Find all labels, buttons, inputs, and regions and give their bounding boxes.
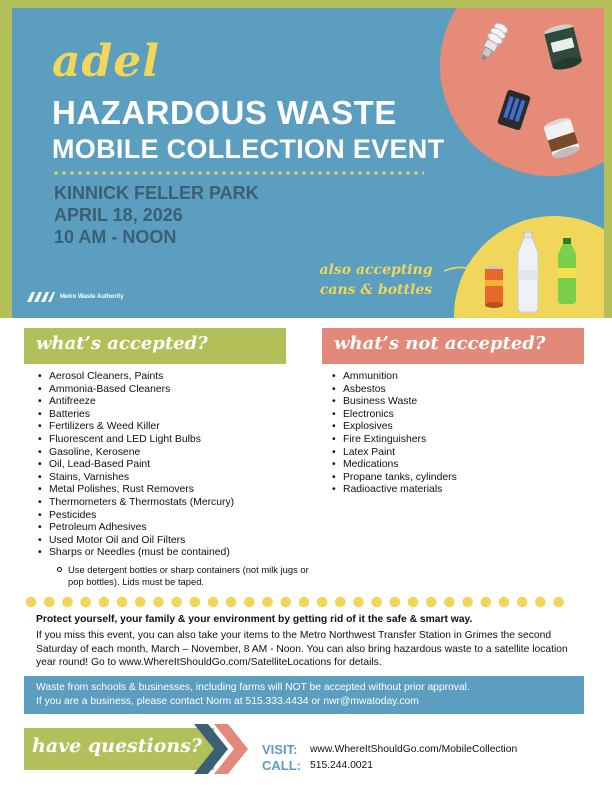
list-item: • Oil, Lead-Based Paint	[36, 459, 296, 472]
mwa-logo	[26, 291, 124, 303]
list-item: • Pesticides	[36, 510, 296, 523]
hero-dot-divider	[52, 171, 424, 175]
call-number[interactable]: 515.244.0021	[310, 760, 373, 771]
list-item: • Electronics	[330, 409, 570, 422]
business-notice-line2: If you are a business, please contact Norm at 515.333.4434 or nwr@mwatoday.com	[36, 696, 419, 707]
also-accepting-line2: cans & bottles	[319, 282, 433, 298]
sharps-sub-item	[57, 564, 313, 588]
list-item: • Asbestos	[330, 384, 570, 397]
plastic-bottle-icon	[512, 230, 544, 314]
event-title-line2: MOBILE COLLECTION EVENT	[52, 134, 445, 164]
accepted-header	[24, 328, 286, 364]
also-accepting-note	[306, 260, 446, 300]
battery-icon	[496, 88, 532, 132]
paint-can-icon	[540, 22, 586, 72]
stain-can-icon	[540, 114, 584, 164]
sharps-sub-item-text: Use detergent bottles or sharp containers (not milk jugs or pop bottles). Lids must be taped.	[68, 564, 309, 587]
not-accepted-list	[330, 371, 570, 497]
event-time: 10 AM - NOON	[54, 227, 177, 247]
list-item: • Ammunition	[330, 371, 570, 384]
list-item: • Antifreeze	[36, 396, 296, 409]
list-item: • Used Motor Oil and Oil Filters	[36, 535, 296, 548]
list-item: • Stains, Varnishes	[36, 472, 296, 485]
city-name: adel	[52, 36, 160, 87]
accepted-header-text: what’s accepted?	[36, 333, 208, 354]
event-title-line1: HAZARDOUS WASTE	[52, 94, 397, 131]
list-item: • Ammonia-Based Cleaners	[36, 384, 296, 397]
arrow-right-icon	[442, 262, 476, 276]
have-questions-text: have questions?	[32, 735, 203, 757]
event-location: KINNICK FELLER PARK	[54, 183, 259, 203]
light-bulb-icon	[474, 18, 512, 66]
list-item: • Metal Polishes, Rust Removers	[36, 484, 296, 497]
protect-statement: Protect yourself, your family & your environment by getting rid of it the safe & smart way.	[36, 614, 473, 625]
list-item: • Explosives	[330, 421, 570, 434]
business-notice-line1: Waste from schools & businesses, including farms will NOT be accepted without prior approval.	[36, 682, 470, 693]
also-accepting-line1: also accepting	[319, 262, 433, 278]
event-date: APRIL 18, 2026	[54, 205, 183, 225]
list-item: • Latex Paint	[330, 447, 570, 460]
mwa-logo-text: Metro Waste Authority	[60, 294, 124, 300]
chevron-arrows-icon	[188, 722, 258, 776]
mwa-logo-icon	[26, 291, 56, 303]
list-item: • Petroleum Adhesives	[36, 522, 296, 535]
list-item: • Radioactive materials	[330, 484, 570, 497]
green-bottle-icon	[552, 236, 582, 306]
list-item: • Fluorescent and LED Light Bulbs	[36, 434, 296, 447]
dot-divider	[22, 596, 568, 608]
top-frame	[0, 0, 612, 8]
have-questions-banner	[24, 728, 214, 770]
not-accepted-header-text: what’s not accepted?	[334, 333, 546, 354]
list-item: • Business Waste	[330, 396, 570, 409]
list-item: • Aerosol Cleaners, Paints	[36, 371, 296, 384]
not-accepted-header	[322, 328, 584, 364]
call-label: CALL:	[262, 758, 301, 773]
right-frame	[604, 0, 612, 318]
list-item: • Thermometers & Thermostats (Mercury)	[36, 497, 296, 510]
visit-url[interactable]: www.WhereItShouldGo.com/MobileCollection	[310, 744, 518, 755]
visit-label: VISIT:	[262, 742, 298, 757]
hero-banner	[12, 8, 604, 318]
accepted-list	[36, 371, 296, 560]
alternate-dropoff-info: If you miss this event, you can also take your items to the Metro Northwest Transfer Station in Grimes the second Saturday of each month, March – November, 8 AM - Noon. You can also bring hazardous waste to a satellite location year round! Go to www.WhereItShouldGo.com/SatelliteLocations for details.	[36, 630, 568, 668]
soda-can-icon	[482, 264, 506, 310]
business-notice	[24, 676, 584, 714]
list-item: • Batteries	[36, 409, 296, 422]
list-item: • Gasoline, Kerosene	[36, 447, 296, 460]
list-item: • Fire Extinguishers	[330, 434, 570, 447]
list-item: • Propane tanks, cylinders	[330, 472, 570, 485]
list-item: • Medications	[330, 459, 570, 472]
list-item: • Fertilizers & Weed Killer	[36, 421, 296, 434]
sub-bullet-icon	[57, 567, 62, 572]
list-item: • Sharps or Needles (must be contained)	[36, 547, 296, 560]
left-frame	[0, 0, 12, 318]
